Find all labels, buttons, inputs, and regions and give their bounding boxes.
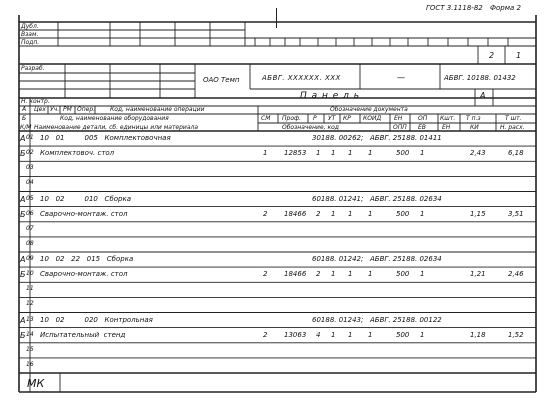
row-document: 60188. 01242; АБВГ. 25188. 02634 (312, 255, 442, 263)
row-value: 1 (331, 149, 336, 158)
sheet-number: 2 (489, 51, 495, 60)
row-value: 1,52 (508, 330, 524, 339)
row-number: 05 (26, 194, 34, 202)
row-text: Комплектовоч. стол (40, 149, 115, 158)
label-vzam: Взам. (21, 31, 39, 38)
col-operation-name: Код, наименование операции (110, 106, 205, 113)
col-en: ЕН (394, 115, 403, 122)
col-koid: КОИД (363, 115, 382, 122)
col-en2: ЕН (442, 124, 451, 131)
col-workplace: РМ (63, 106, 72, 113)
document-code: АБВГ. XXXXXX. XXX (262, 74, 341, 82)
doc-type-label: МК (27, 377, 45, 390)
row-value: 500 (396, 149, 410, 158)
col-op: ОП (418, 115, 428, 122)
row-text: 10 02 22 015 Сборка (40, 255, 134, 263)
row-document: 30188. 00262; АБВГ. 25188. 01411 (312, 134, 442, 142)
row-marker: Б (20, 149, 26, 159)
row-number: 12 (26, 300, 34, 308)
col-ev: ЕВ (418, 124, 426, 131)
row-value: 4 (316, 330, 321, 339)
label-dubl: Дубл. (21, 23, 39, 30)
row-value: 1 (420, 149, 425, 158)
row-number: 01 (26, 134, 34, 141)
document-code-2: АБВГ. 10188. 01432 (444, 74, 516, 82)
col-document: Обозначение документа (330, 106, 408, 113)
row-marker: А (20, 194, 26, 204)
row-value: 1 (420, 330, 425, 339)
label-norm-control: Н. контр. (21, 98, 50, 105)
row-value: 18466 (284, 270, 307, 279)
row-value: 1 (331, 209, 336, 218)
row-value: 2 (263, 330, 268, 339)
col-km: К/М (20, 124, 32, 131)
row-value: 1 (348, 209, 353, 218)
row-number: 11 (26, 285, 34, 293)
row-value: 1 (420, 209, 425, 218)
row-number: 04 (26, 179, 34, 187)
product-name: П а н е л ь (300, 91, 361, 101)
col-tpz: Т п.з (466, 115, 481, 122)
row-text: Сварочно-монтаж. стол (40, 270, 128, 279)
row-value: 2 (316, 209, 321, 218)
col-workshop: Цех (34, 106, 46, 113)
row-value: 2,43 (470, 149, 486, 158)
col-sm: СМ (261, 115, 271, 122)
row-document: 60188. 01243; АБВГ. 25188. 00122 (312, 315, 442, 324)
row-value: 13063 (284, 330, 307, 339)
row-text: Сварочно-монтаж. стол (40, 209, 128, 218)
row-value: 2 (263, 209, 268, 218)
row-text: 10 01 005 Комплектовочная (40, 134, 171, 142)
letter-code: А (480, 91, 486, 100)
row-text: 10 02 020 Контрольная (40, 315, 153, 324)
row-number: 15 (26, 345, 34, 353)
title-divider (276, 8, 277, 28)
row-text: Испытательный стенд (40, 330, 126, 339)
row-number: 13 (26, 315, 34, 323)
row-number: 02 (26, 149, 34, 157)
row-value: 1 (263, 149, 268, 158)
row-marker: Б (20, 209, 26, 219)
row-number: 08 (26, 239, 34, 247)
col-prof: Проф. (282, 115, 302, 122)
col-section: Уч. (50, 106, 60, 113)
col-marker-a: А (22, 106, 27, 113)
row-value: 1 (331, 270, 336, 279)
row-value: 6,18 (508, 149, 524, 158)
sheets-total: 1 (516, 51, 522, 60)
col-ki: КИ (470, 124, 479, 131)
row-marker: А (20, 255, 26, 264)
label-podp: Подп. (21, 39, 40, 46)
label-developer: Разраб. (21, 65, 45, 72)
row-text: 10 02 010 Сборка (40, 194, 131, 203)
col-r: Р (313, 115, 317, 122)
code-dash: — (397, 73, 405, 82)
row-value: 2,46 (508, 270, 524, 279)
row-value: 18466 (284, 209, 307, 218)
row-number: 16 (26, 360, 34, 368)
col-opp: ОПП (393, 124, 407, 131)
row-number: 03 (26, 164, 34, 172)
col-kr: КР (343, 115, 351, 122)
row-value: 12853 (284, 149, 307, 158)
col-tsht: Т шт. (505, 115, 522, 122)
row-value: 500 (396, 270, 410, 279)
row-value: 2 (263, 270, 268, 279)
row-value: 1,21 (470, 270, 486, 279)
form-number: Форма 2 (490, 4, 522, 12)
row-number: 06 (26, 209, 34, 217)
row-value: 1 (348, 270, 353, 279)
row-number: 09 (26, 255, 34, 262)
row-value: 500 (396, 330, 410, 339)
row-value: 2 (316, 270, 321, 279)
col-ut: УТ (328, 115, 336, 122)
col-marker-b: Б (22, 115, 27, 122)
row-number: 14 (26, 330, 34, 338)
row-value: 1 (368, 270, 373, 279)
row-value: 1,18 (470, 330, 486, 339)
row-value: 1 (368, 330, 373, 339)
row-value: 1 (368, 149, 373, 158)
gost-standard: ГОСТ 3.1118-82 (426, 4, 483, 12)
row-marker: А (20, 315, 26, 325)
row-value: 1 (316, 149, 321, 158)
col-equipment: Код, наименование оборудования (60, 115, 169, 122)
row-value: 500 (396, 209, 410, 218)
row-marker: Б (20, 330, 26, 340)
row-value: 3,51 (508, 209, 524, 218)
col-n-rash: Н. расх. (500, 124, 525, 131)
row-value: 1 (348, 330, 353, 339)
row-value: 1 (368, 209, 373, 218)
row-value: 1 (348, 149, 353, 158)
row-value: 1,15 (470, 209, 486, 218)
col-part-name: Наименование детали, сб. единицы или материала (34, 124, 199, 131)
row-marker: Б (20, 270, 26, 280)
company-name: ОАО Темп (203, 76, 240, 84)
col-kpc: Кшт. (440, 115, 456, 122)
row-value: 1 (420, 270, 425, 279)
row-marker: А (20, 134, 26, 143)
row-number: 07 (26, 224, 34, 232)
col-operation: Опер. (77, 106, 96, 113)
row-document: 60188. 01241; АБВГ. 25188. 02634 (312, 194, 442, 203)
row-value: 1 (331, 330, 336, 339)
row-number: 10 (26, 270, 34, 278)
col-designation: Обозначение, код (282, 124, 339, 131)
